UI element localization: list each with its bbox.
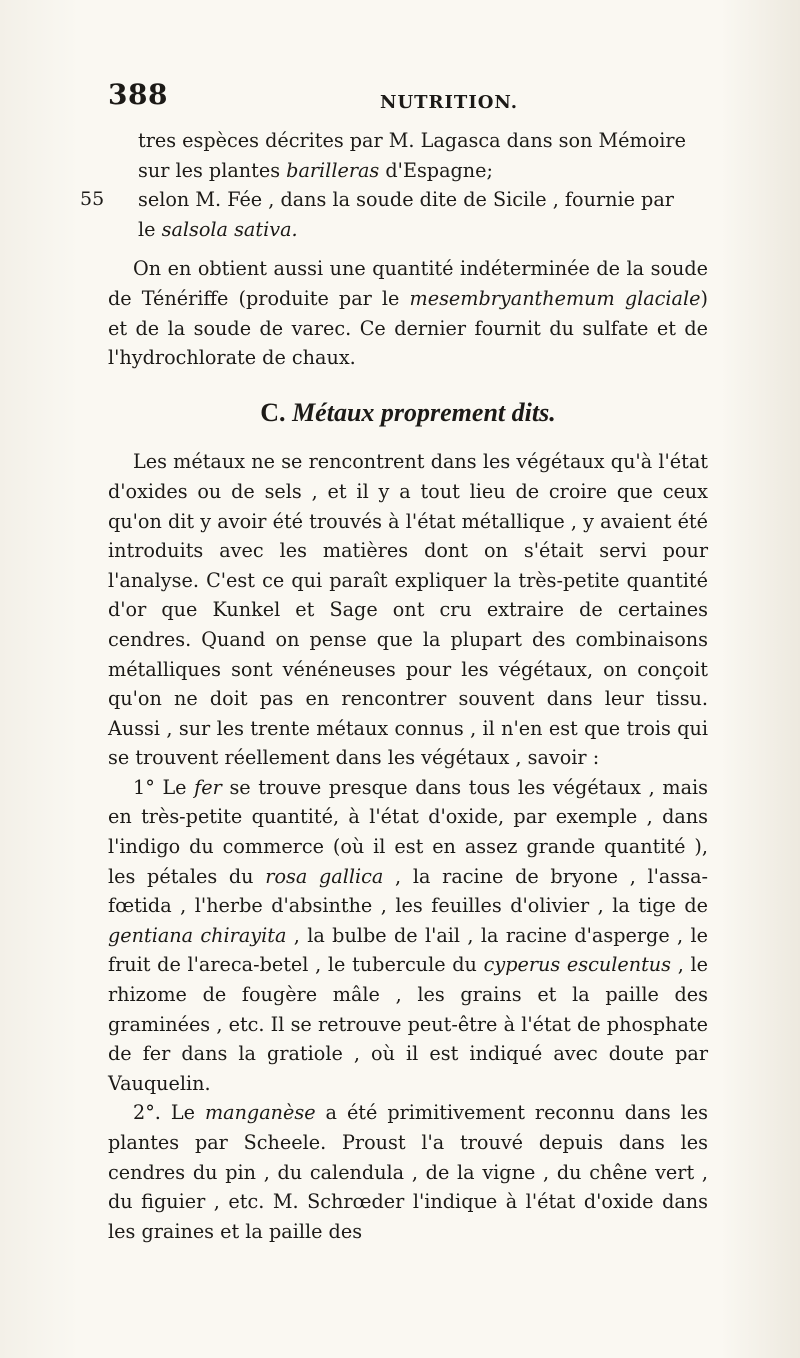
- margin-line-number: 55: [80, 188, 105, 211]
- paragraph-metaux: Les métaux ne se rencontrent dans les végétaux qu'à l'état d'oxides ou de sels , et il y a tout lieu de croire que ceux qu'on dit y avoir été trouvés à l'état métallique , y avaient été introduits avec les matières dont on s'était servi pour l'analyse. C'est ce qui paraît expliquer la très-petite quantité d'or que Kunkel et Sage ont cru extraire de certaines cendres. Quand on pense que la plupart des combinaisons métalliques sont vénéneuses pour les végétaux, on conçoit qu'on ne doit pas en rencontrer souvent dans leur tissu. Aussi , sur les trente métaux connus , il n'en est que trois qui se trouvent réellement dans les végétaux , savoir :: [108, 450, 708, 770]
- intro-line-1: tres espèces décrites par M. Lagasca dans son Mémoire: [138, 129, 686, 152]
- page-header: [108, 78, 728, 118]
- intro-line-2: sur les plantes barilleras d'Espagne;: [138, 158, 493, 182]
- page-number: 388: [108, 78, 168, 111]
- paragraph-soude: On en obtient aussi une quantité indéterminée de la soude de Ténériffe (produite par le mesembryanthemum glaciale) et de la soude de varec. Ce dernier fournit du sulfate et de l'hydrochlorate de chaux.: [108, 257, 708, 370]
- page-body: [80, 126, 708, 1246]
- running-head: NUTRITION.: [380, 92, 518, 113]
- paragraph-fer: 1° Le fer se trouve presque dans tous les végétaux , mais en très-petite quantité, à l'état d'oxide, par exemple , dans l'indigo du commerce (où il est en assez grande quantité ), les pétales du rosa gallica , la racine de bryone , l'assa-fœtida , l'herbe d'absinthe , les feuilles d'olivier , la tige de gentiana chirayita , la bulbe de l'ail , la racine d'asperge , le fruit de l'areca-betel , le tubercule du cyperus esculentus , le rhizome de fougère mâle , les grains et la paille des graminées , etc. Il se retrouve peut-être à l'état de phosphate de fer dans la gratiole , où il est indiqué avec doute par Vauquelin.: [108, 775, 708, 1095]
- section-heading: C. Métaux proprement dits.: [260, 397, 556, 427]
- intro-line-4: le salsola sativa.: [138, 217, 298, 241]
- paragraph-manganese: 2°. Le manganèse a été primitivement reconnu dans les plantes par Scheele. Proust l'a trouvé depuis dans les cendres du pin , du calendula , de la vigne , du chêne vert , du figuier , etc. M. Schrœder l'indique à l'état d'oxide dans les graines et la paille des: [108, 1101, 708, 1243]
- intro-line-3: 55 selon M. Fée , dans la soude dite de Sicile , fournie par: [108, 185, 708, 215]
